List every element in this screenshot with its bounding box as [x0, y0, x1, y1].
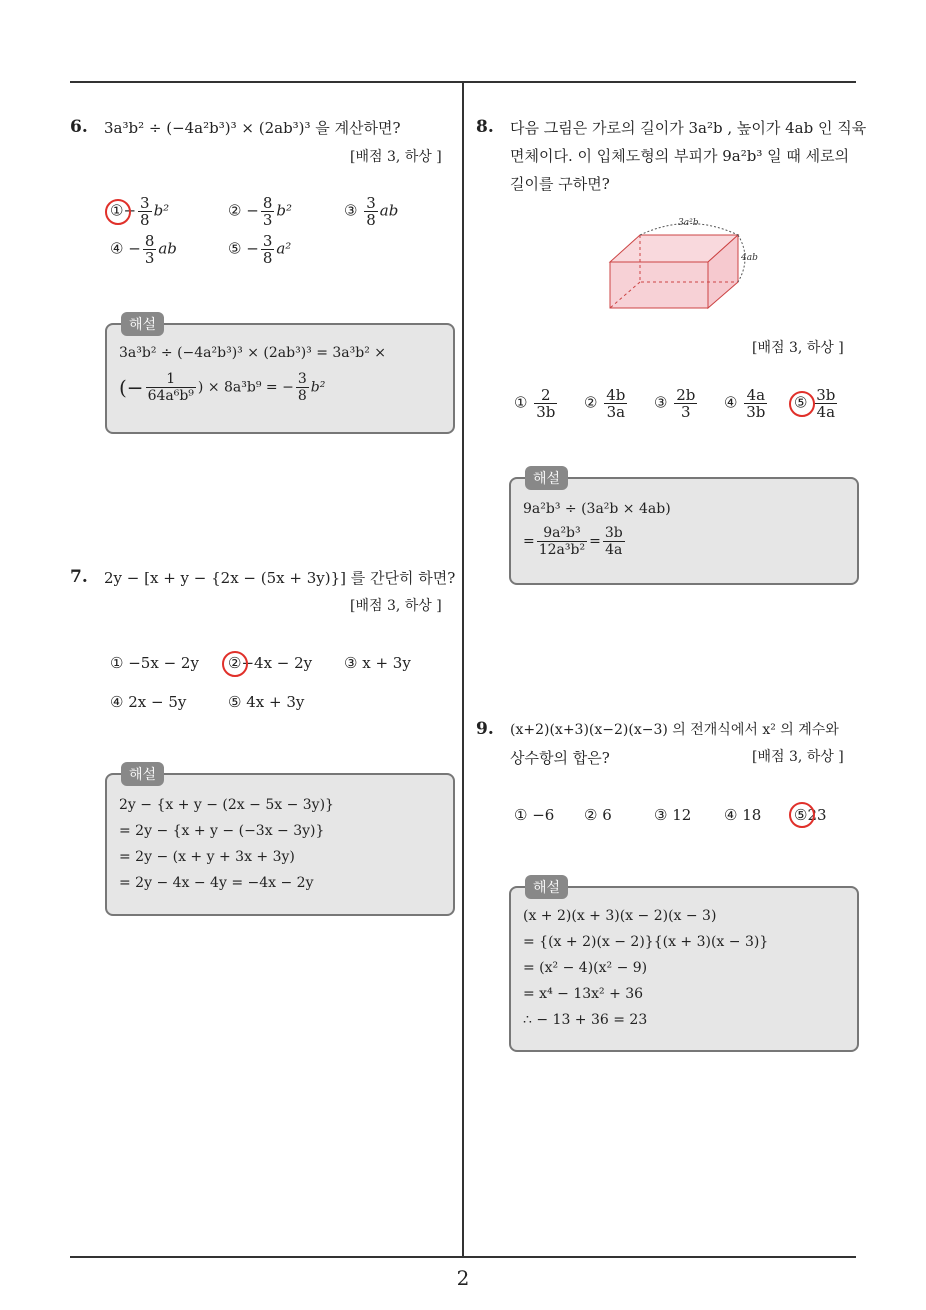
q8-choice-2[interactable]	[584, 387, 629, 420]
q9-choice-4[interactable]	[724, 806, 761, 824]
solution-operator: =	[589, 533, 601, 550]
fraction-denominator: 8	[140, 211, 150, 229]
choice-sign: −	[123, 201, 137, 220]
q8-solution-line-2	[523, 525, 627, 558]
q7-solution-line-3: = 2y − (x + y + 3x + 3y)	[119, 849, 295, 865]
choice-mark: ④	[110, 239, 124, 258]
choice-mark: ⑤	[794, 806, 808, 824]
choice-variable: b²	[153, 201, 170, 220]
choice-mark: ②	[228, 654, 242, 672]
paren-open: (−	[119, 375, 144, 400]
choice-mark: ⑤	[228, 693, 242, 711]
q9-solution-line-2: = {(x + 2)(x − 2)}{(x + 3)(x − 3)}	[523, 934, 769, 950]
q8-choice-3[interactable]	[654, 387, 699, 420]
q9-text-line-2: 상수항의 합은?	[510, 749, 610, 767]
q9-solution-line-1: (x + 2)(x + 3)(x − 2)(x − 3)	[523, 908, 717, 924]
solution-variable: b²	[310, 379, 326, 396]
q8-solution-line-1: 9a²b³ ÷ (3a²b × 4ab)	[523, 501, 671, 517]
fraction-denominator: 4a	[605, 542, 623, 558]
choice-mark: ③	[344, 201, 358, 220]
q7-solution-box	[105, 767, 455, 916]
fraction-numerator: 8	[262, 194, 273, 212]
q8-choice-4[interactable]	[724, 387, 769, 420]
q9-number: 9.	[476, 719, 494, 739]
q6-text: 3a³b² ÷ (−4a²b³)³ × (2ab³)³ 을 계산하면?	[104, 119, 401, 137]
q9-solution-line-3: = (x² − 4)(x² − 9)	[523, 960, 648, 976]
choice-mark: ②	[228, 201, 242, 220]
q9-score: [배점 3, 하상 ]	[752, 749, 844, 765]
answer-circle-mark	[789, 802, 815, 828]
choice-mark: ③	[654, 806, 668, 824]
fraction-denominator: 3	[262, 211, 273, 229]
q9-choice-2[interactable]	[584, 806, 612, 824]
fraction-denominator: 3b	[746, 403, 766, 421]
choice-text: 4x + 3y	[246, 693, 305, 711]
choice-mark: ④	[110, 693, 124, 711]
choice-mark: ③	[344, 654, 358, 672]
choice-text: 12	[672, 806, 692, 824]
fraction-denominator: 8	[262, 249, 273, 267]
q7-score: [배점 3, 하상 ]	[350, 598, 442, 614]
choice-mark: ④	[724, 393, 738, 412]
fraction-denominator: 8	[366, 211, 376, 229]
solution-tag: 해설	[525, 466, 568, 490]
figure-label-width: 3a²b	[678, 218, 699, 228]
q8-text-line-2: 면체이다. 이 입체도형의 부피가 9a²b³ 일 때 세로의	[510, 147, 850, 165]
fraction-numerator: 3	[297, 371, 307, 387]
choice-mark: ⑤	[794, 393, 808, 412]
q6-number: 6.	[70, 117, 88, 137]
q7-number: 7.	[70, 567, 88, 587]
q8-solution-box	[509, 471, 859, 585]
choice-text: −5x − 2y	[128, 654, 199, 672]
q9-solution-line-4: = x⁴ − 13x² + 36	[523, 986, 644, 1002]
q7-solution-line-2: = 2y − {x + y − (−3x − 3y)}	[119, 823, 325, 839]
fraction-denominator: 3b	[536, 403, 556, 421]
q6-choice-4[interactable]	[110, 233, 177, 266]
choice-mark: ①	[110, 201, 124, 220]
fraction-denominator: 8	[297, 388, 307, 404]
choice-variable: ab	[379, 201, 399, 220]
answer-circle-mark	[222, 651, 248, 677]
fraction-numerator: 3	[366, 194, 376, 212]
solution-operator: ) × 8a³b⁹ = −	[197, 379, 294, 396]
q8-number: 8.	[476, 117, 494, 137]
q6-solution-line-2	[119, 371, 325, 404]
column-divider	[462, 82, 464, 1258]
q9-choice-1[interactable]	[514, 806, 554, 824]
choice-text: −6	[532, 806, 555, 824]
choice-sign: −	[246, 201, 259, 220]
bottom-rule	[70, 1256, 856, 1258]
q6-score: [배점 3, 하상 ]	[350, 149, 442, 165]
fraction-denominator: 3	[681, 403, 691, 421]
solution-tag: 해설	[121, 762, 164, 786]
q8-cuboid-figure	[600, 210, 770, 315]
solution-tag: 해설	[525, 875, 568, 899]
q9-text-line-1: (x+2)(x+3)(x−2)(x−3) 의 전개식에서 x² 의 계수와	[510, 722, 839, 738]
q7-text: 2y − [x + y − {2x − (5x + 3y)}] 를 간단히 하면?	[104, 569, 456, 587]
fraction-numerator: 2b	[676, 386, 696, 404]
q6-choice-3[interactable]	[344, 195, 398, 228]
fraction-denominator: 12a³b²	[538, 542, 586, 558]
choice-text: 2x − 5y	[128, 693, 187, 711]
cuboid-front-face	[610, 262, 708, 308]
fraction-numerator: 3b	[604, 525, 623, 541]
q7-choice-3[interactable]	[344, 654, 411, 672]
choice-mark: ②	[584, 393, 598, 412]
fraction-numerator: 9a²b³	[537, 525, 587, 542]
fraction-denominator: 4a	[816, 403, 836, 421]
figure-label-height: 4ab	[741, 253, 758, 263]
q7-solution-line-4: = 2y − 4x − 4y = −4x − 2y	[119, 875, 314, 891]
choice-mark: ③	[654, 393, 668, 412]
answer-circle-mark	[789, 391, 815, 417]
choice-sign: −	[128, 239, 141, 258]
fraction-numerator: 4a	[744, 387, 767, 404]
fraction-numerator: 2	[534, 387, 557, 404]
choice-text: x + 3y	[362, 654, 411, 672]
q6-choice-5[interactable]	[228, 233, 291, 266]
fraction-numerator: 4b	[606, 386, 626, 404]
choice-mark: ①	[514, 806, 528, 824]
q6-solution-line-1: 3a³b² ÷ (−4a²b³)³ × (2ab³)³ = 3a³b² ×	[119, 345, 387, 361]
answer-circle-mark	[105, 199, 131, 225]
q6-choice-2[interactable]	[228, 195, 292, 228]
page-number: 2	[456, 1266, 470, 1290]
choice-mark: ④	[724, 806, 738, 824]
solution-tag: 해설	[121, 312, 164, 336]
choice-text: 23	[807, 806, 827, 824]
fraction-denominator: 3	[144, 249, 155, 267]
choice-mark: ②	[584, 806, 598, 824]
q8-choice-1[interactable]	[514, 387, 559, 420]
fraction-numerator: 8	[144, 232, 155, 250]
q8-text-line-3: 길이를 구하면?	[510, 175, 610, 193]
q6-solution-box	[105, 317, 455, 434]
q9-solution-line-5: ∴ − 13 + 36 = 23	[523, 1012, 648, 1028]
choice-sign: −	[246, 239, 259, 258]
fraction-numerator: 3	[140, 194, 150, 212]
q7-choice-5[interactable]	[228, 693, 304, 711]
choice-text: 18	[742, 806, 762, 824]
q7-choice-1[interactable]	[110, 654, 199, 672]
solution-operator: =	[523, 533, 535, 550]
q9-solution-box	[509, 880, 859, 1052]
choice-variable: b²	[276, 201, 292, 220]
q8-text-line-1: 다음 그림은 가로의 길이가 3a²b , 높이가 4ab 인 직육	[510, 119, 867, 137]
choice-variable: ab	[158, 239, 177, 258]
fraction-denominator: 3a	[606, 403, 626, 421]
q7-solution-line-1: 2y − {x + y − (2x − 5x − 3y)}	[119, 797, 334, 813]
choice-mark: ①	[110, 654, 124, 672]
fraction-numerator: 3	[262, 232, 273, 250]
fraction-denominator: 64a⁶b⁹	[147, 388, 194, 404]
q7-choice-4[interactable]	[110, 693, 186, 711]
choice-mark: ⑤	[228, 239, 242, 258]
fraction-numerator: 1	[146, 371, 196, 388]
choice-mark: ①	[514, 393, 528, 412]
choice-variable: a²	[276, 239, 292, 258]
fraction-numerator: 3b	[816, 386, 836, 404]
q9-choice-3[interactable]	[654, 806, 691, 824]
choice-text: −4x − 2y	[241, 654, 313, 672]
choice-text: 6	[602, 806, 612, 824]
q8-score: [배점 3, 하상 ]	[752, 340, 844, 356]
